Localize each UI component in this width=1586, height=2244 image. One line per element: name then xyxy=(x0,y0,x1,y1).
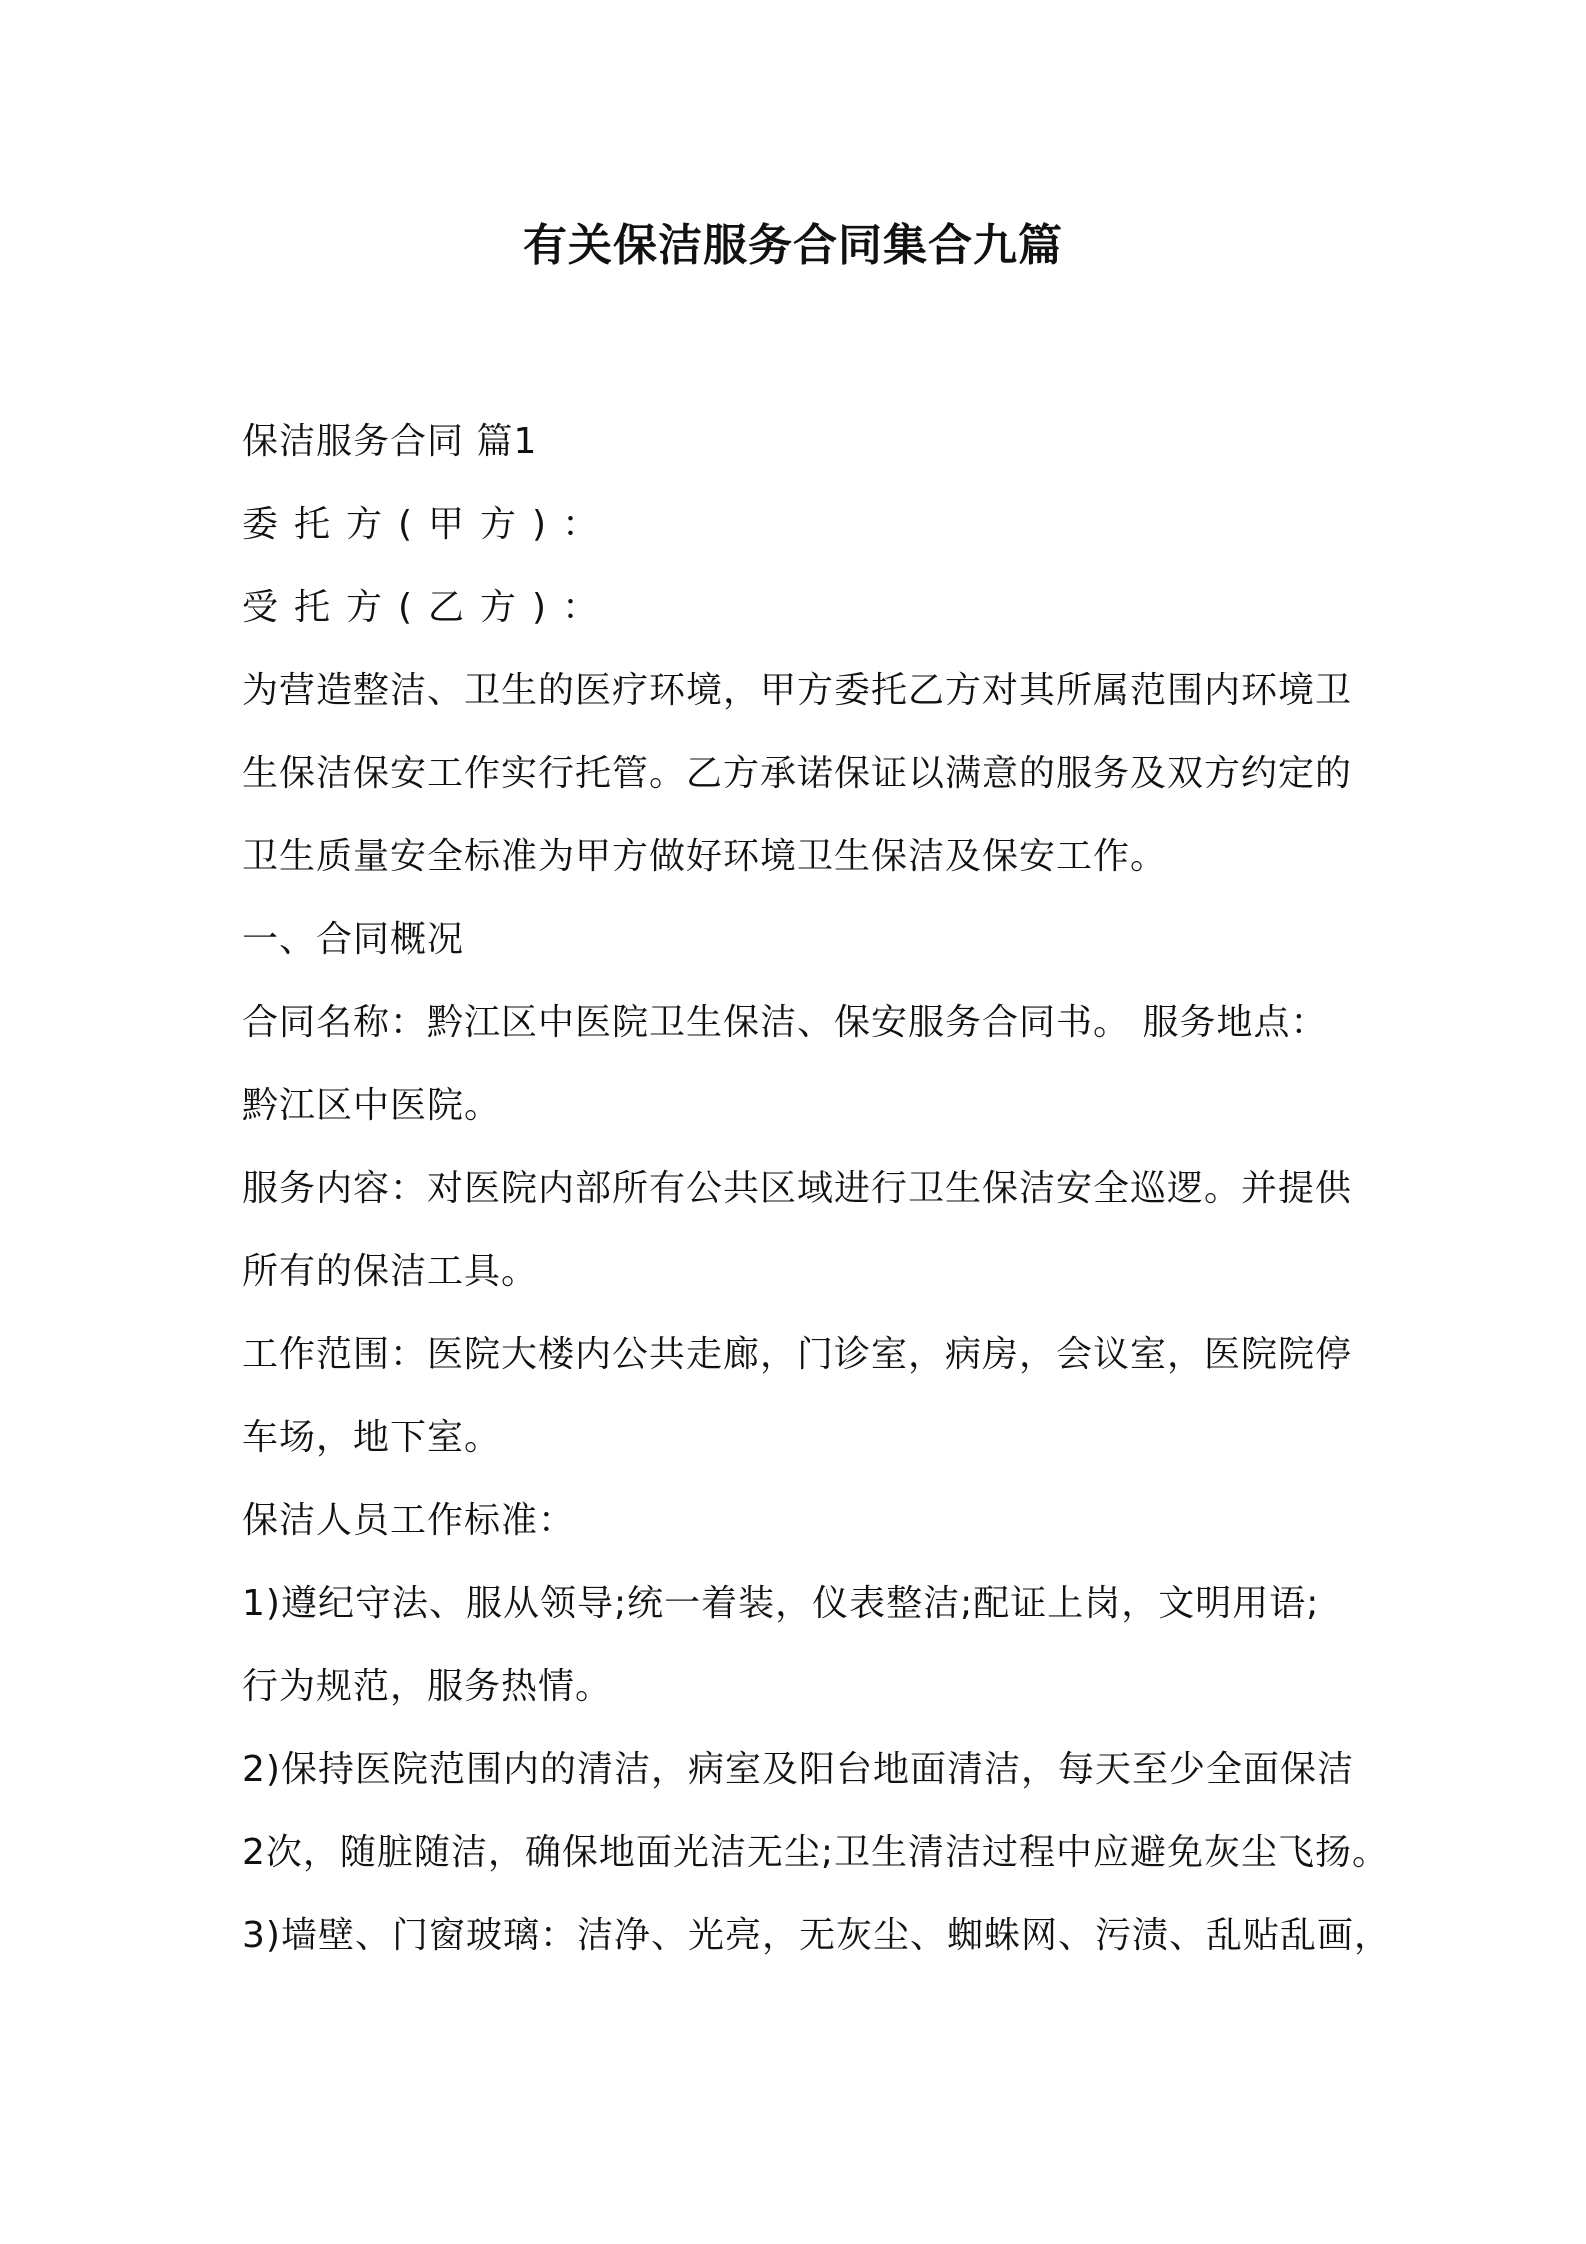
paragraph-line: 所有的保洁工具。 xyxy=(242,1251,539,1292)
paragraph-line: 保洁人员工作标准： xyxy=(242,1500,576,1541)
paragraph-line: 车场，地下室。 xyxy=(242,1417,502,1458)
section-subheading: 一、合同概况 xyxy=(242,919,465,960)
paragraph-line: 2)保持医院范围内的清洁，病室及阳台地面清洁，每天至少全面保洁 xyxy=(242,1749,1354,1790)
paragraph-line: 卫生质量安全标准为甲方做好环境卫生保洁及保安工作。 xyxy=(242,836,1168,877)
document-title: 有关保洁服务合同集合九篇 xyxy=(523,220,1063,271)
paragraph-line: 黔江区中医院。 xyxy=(242,1085,502,1126)
document-body xyxy=(242,400,1391,1977)
paragraph-line: 工作范围：医院大楼内公共走廊，门诊室，病房，会议室，医院院停 xyxy=(242,1334,1353,1375)
paragraph-line: 1)遵纪守法、服从领导;统一着装，仪表整洁;配证上岗，文明用语; xyxy=(242,1583,1320,1624)
section-heading xyxy=(242,400,1362,483)
paragraph-line: 生保洁保安工作实行托管。乙方承诺保证以满意的服务及双方约定的 xyxy=(242,753,1353,794)
paragraph-line: 3)墙壁、门窗玻璃：洁净、光亮，无灰尘、蜘蛛网、污渍、乱贴乱画， xyxy=(242,1915,1391,1956)
paragraph-line: 为营造整洁、卫生的医疗环境，甲方委托乙方对其所属范围内环境卫 xyxy=(242,670,1353,711)
paragraph-line: 行为规范，服务热情。 xyxy=(242,1666,613,1707)
paragraph-line: 受托方(乙方)： xyxy=(242,587,615,628)
paragraph-line: 合同名称：黔江区中医院卫生保洁、保安服务合同书。 服务地点： xyxy=(242,1002,1328,1043)
paragraph-line: 2次，随脏随洁，确保地面光洁无尘;卫生清洁过程中应避免灰尘飞扬。 xyxy=(242,1832,1390,1873)
paragraph-line: 委托方(甲方)： xyxy=(242,504,615,545)
section-heading-text: 保洁服务合同 篇1 xyxy=(242,421,538,462)
paragraph-line: 服务内容：对医院内部所有公共区域进行卫生保洁安全巡逻。并提供 xyxy=(242,1168,1353,1209)
